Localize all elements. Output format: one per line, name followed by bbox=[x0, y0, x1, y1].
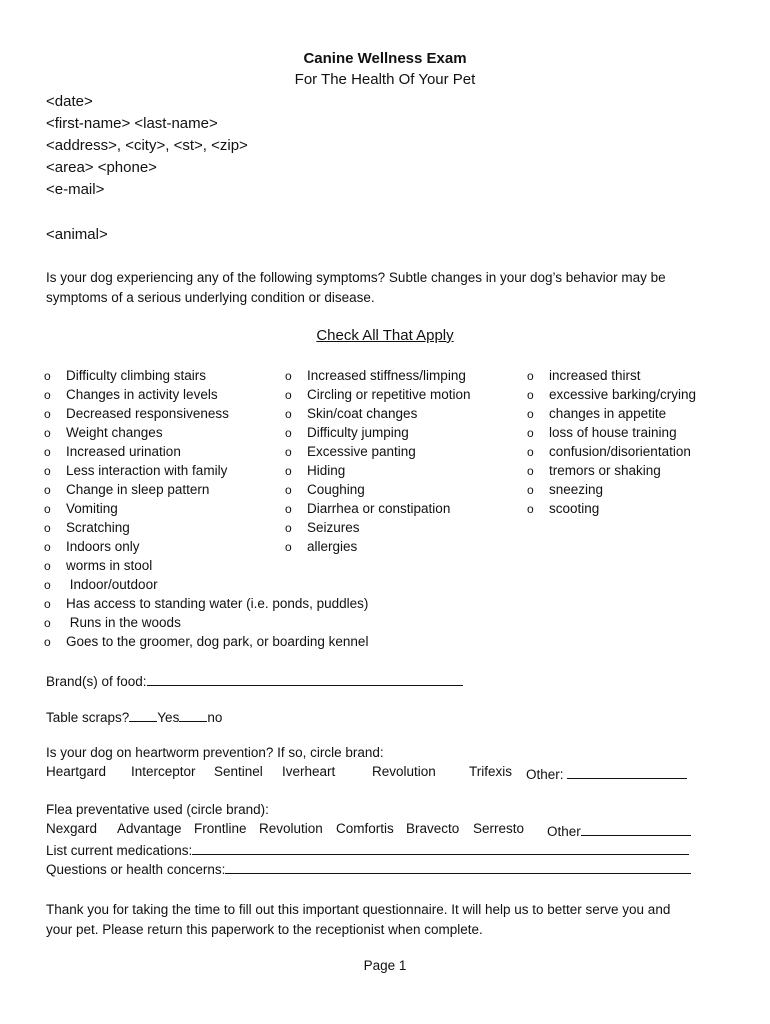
heartworm-question: Is your dog on heartworm prevention? If so, circle brand: bbox=[46, 745, 384, 760]
circle-checkbox-icon[interactable]: o bbox=[44, 559, 51, 573]
symptom-option[interactable] bbox=[527, 366, 696, 385]
circle-checkbox-icon[interactable]: o bbox=[527, 388, 534, 402]
circle-checkbox-icon[interactable]: o bbox=[44, 616, 51, 630]
circle-checkbox-icon[interactable]: o bbox=[44, 521, 51, 535]
food-input-line[interactable] bbox=[147, 671, 463, 686]
symptom-label: Less interaction with family bbox=[66, 463, 228, 478]
page-title: Canine Wellness Exam bbox=[303, 50, 467, 67]
circle-checkbox-icon[interactable]: o bbox=[527, 445, 534, 459]
symptom-column-2 bbox=[285, 366, 471, 556]
symptom-option[interactable] bbox=[44, 613, 368, 632]
symptom-label: Excessive panting bbox=[307, 444, 416, 459]
symptom-label: worms in stool bbox=[66, 558, 153, 573]
circle-checkbox-icon[interactable]: o bbox=[44, 540, 51, 554]
circle-checkbox-icon[interactable]: o bbox=[44, 369, 51, 383]
symptom-label: loss of house training bbox=[549, 425, 677, 440]
symptom-label: scooting bbox=[549, 501, 600, 516]
circle-checkbox-icon[interactable]: o bbox=[285, 483, 292, 497]
flea-brand[interactable]: Nexgard bbox=[46, 821, 98, 836]
circle-checkbox-icon[interactable]: o bbox=[285, 388, 292, 402]
flea-other-input-line[interactable] bbox=[581, 821, 691, 836]
heartworm-other bbox=[526, 764, 687, 782]
page-number: Page 1 bbox=[363, 958, 407, 973]
symptom-option[interactable] bbox=[527, 423, 696, 442]
symptom-option[interactable] bbox=[285, 385, 471, 404]
symptom-option[interactable] bbox=[44, 632, 368, 651]
circle-checkbox-icon[interactable]: o bbox=[44, 483, 51, 497]
symptom-label: tremors or shaking bbox=[549, 463, 661, 478]
concerns-line bbox=[46, 859, 691, 877]
symptom-label: Has access to standing water (i.e. ponds, puddles) bbox=[66, 596, 369, 611]
scraps-line bbox=[46, 707, 222, 725]
symptom-option[interactable] bbox=[44, 594, 368, 613]
circle-checkbox-icon[interactable]: o bbox=[285, 445, 292, 459]
symptom-label: increased thirst bbox=[549, 368, 641, 383]
circle-checkbox-icon[interactable]: o bbox=[285, 369, 292, 383]
flea-brand[interactable]: Bravecto bbox=[406, 821, 460, 836]
symptom-label: Changes in activity levels bbox=[66, 387, 218, 402]
scraps-no: no bbox=[207, 710, 223, 725]
medications-input-line[interactable] bbox=[192, 840, 689, 855]
heartworm-brand[interactable]: Interceptor bbox=[131, 764, 196, 779]
symptom-label: confusion/disorientation bbox=[549, 444, 691, 459]
symptom-label: Increased urination bbox=[66, 444, 181, 459]
symptom-label: Weight changes bbox=[66, 425, 163, 440]
symptom-label: Indoor/outdoor bbox=[66, 577, 158, 592]
symptom-label: Goes to the groomer, dog park, or boarding kennel bbox=[66, 634, 369, 649]
symptom-option[interactable] bbox=[527, 404, 696, 423]
intro-line-1: Is your dog experiencing any of the following symptoms? Subtle changes in your dog’s behavior may be bbox=[46, 270, 666, 285]
heartworm-other-input-line[interactable] bbox=[567, 764, 687, 779]
circle-checkbox-icon[interactable]: o bbox=[44, 388, 51, 402]
flea-brand[interactable]: Comfortis bbox=[336, 821, 394, 836]
email-field: <e-mail> bbox=[46, 181, 105, 198]
flea-other bbox=[547, 821, 691, 839]
heartworm-brand[interactable]: Revolution bbox=[372, 764, 436, 779]
heartworm-other-label: Other: bbox=[526, 767, 564, 782]
symptom-label: sneezing bbox=[549, 482, 604, 497]
symptom-option[interactable] bbox=[285, 537, 471, 556]
scraps-no-blank[interactable] bbox=[179, 707, 207, 722]
circle-checkbox-icon[interactable]: o bbox=[285, 426, 292, 440]
circle-checkbox-icon[interactable]: o bbox=[285, 540, 292, 554]
symptom-option[interactable] bbox=[285, 518, 471, 537]
address-field: <address>, <city>, <st>, <zip> bbox=[46, 137, 248, 154]
circle-checkbox-icon[interactable]: o bbox=[285, 407, 292, 421]
symptom-label: Change in sleep pattern bbox=[66, 482, 210, 497]
circle-checkbox-icon[interactable]: o bbox=[527, 502, 534, 516]
circle-checkbox-icon[interactable]: o bbox=[44, 464, 51, 478]
scraps-yes: Yes bbox=[157, 710, 180, 725]
circle-checkbox-icon[interactable]: o bbox=[44, 597, 51, 611]
circle-checkbox-icon[interactable]: o bbox=[527, 464, 534, 478]
concerns-input-line[interactable] bbox=[225, 859, 691, 874]
symptom-option[interactable] bbox=[285, 480, 471, 499]
circle-checkbox-icon[interactable]: o bbox=[44, 445, 51, 459]
symptom-label: Coughing bbox=[307, 482, 365, 497]
page-subtitle: For The Health Of Your Pet bbox=[294, 71, 476, 88]
symptom-option[interactable] bbox=[285, 404, 471, 423]
symptom-label: changes in appetite bbox=[549, 406, 667, 421]
symptom-label: Skin/coat changes bbox=[307, 406, 418, 421]
symptom-label: Decreased responsiveness bbox=[66, 406, 229, 421]
concerns-label: Questions or health concerns: bbox=[46, 862, 226, 877]
circle-checkbox-icon[interactable]: o bbox=[44, 502, 51, 516]
symptom-option[interactable] bbox=[285, 366, 471, 385]
symptom-label: Diarrhea or constipation bbox=[307, 501, 451, 516]
name-field: <first-name> <last-name> bbox=[46, 115, 218, 132]
symptom-label: Seizures bbox=[307, 520, 360, 535]
circle-checkbox-icon[interactable]: o bbox=[44, 426, 51, 440]
symptom-option[interactable] bbox=[527, 461, 696, 480]
symptom-option[interactable] bbox=[527, 385, 696, 404]
symptom-label: Vomiting bbox=[66, 501, 118, 516]
intro-line-2: symptoms of a serious underlying condition or disease. bbox=[46, 290, 375, 305]
food-line bbox=[46, 671, 463, 689]
symptom-option[interactable] bbox=[285, 499, 471, 518]
symptom-label: Hiding bbox=[307, 463, 346, 478]
symptom-option[interactable] bbox=[527, 480, 696, 499]
closing-line-2: your pet. Please return this paperwork to the receptionist when complete. bbox=[46, 922, 483, 937]
circle-checkbox-icon[interactable]: o bbox=[285, 521, 292, 535]
symptom-option[interactable] bbox=[44, 556, 368, 575]
closing-line-1: Thank you for taking the time to fill out this important questionnaire. It will help us to better serve you and bbox=[46, 902, 671, 917]
symptom-label: excessive barking/crying bbox=[549, 387, 697, 402]
medications-label: List current medications: bbox=[46, 843, 193, 858]
circle-checkbox-icon[interactable]: o bbox=[527, 369, 534, 383]
circle-checkbox-icon[interactable]: o bbox=[285, 464, 292, 478]
circle-checkbox-icon[interactable]: o bbox=[44, 578, 51, 592]
circle-checkbox-icon[interactable]: o bbox=[527, 407, 534, 421]
medications-line bbox=[46, 840, 689, 858]
food-label: Brand(s) of food: bbox=[46, 674, 147, 689]
symptom-option[interactable] bbox=[285, 423, 471, 442]
symptom-label: Difficulty jumping bbox=[307, 425, 409, 440]
heartworm-brand[interactable]: Sentinel bbox=[214, 764, 263, 779]
symptom-label: Scratching bbox=[66, 520, 130, 535]
symptom-label: Circling or repetitive motion bbox=[307, 387, 471, 402]
flea-brand[interactable]: Serresto bbox=[473, 821, 525, 836]
symptom-option[interactable] bbox=[44, 575, 368, 594]
symptom-option[interactable] bbox=[527, 499, 696, 518]
flea-brand[interactable]: Revolution bbox=[259, 821, 323, 836]
scraps-yes-blank[interactable] bbox=[129, 707, 157, 722]
symptom-option[interactable] bbox=[285, 461, 471, 480]
scraps-label: Table scraps? bbox=[46, 710, 130, 725]
symptom-label: Runs in the woods bbox=[66, 615, 181, 630]
heartworm-brand[interactable]: Trifexis bbox=[469, 764, 512, 779]
symptom-column-3 bbox=[527, 366, 696, 518]
symptom-label: Indoors only bbox=[66, 539, 140, 554]
flea-other-label: Other bbox=[547, 824, 581, 839]
heartworm-brand[interactable]: Iverheart bbox=[282, 764, 336, 779]
phone-field: <area> <phone> bbox=[46, 159, 157, 176]
circle-checkbox-icon[interactable]: o bbox=[44, 635, 51, 649]
animal-field: <animal> bbox=[46, 226, 108, 243]
circle-checkbox-icon[interactable]: o bbox=[285, 502, 292, 516]
circle-checkbox-icon[interactable]: o bbox=[527, 426, 534, 440]
flea-question: Flea preventative used (circle brand): bbox=[46, 802, 269, 817]
flea-brand[interactable]: Frontline bbox=[194, 821, 247, 836]
circle-checkbox-icon[interactable]: o bbox=[44, 407, 51, 421]
symptom-option[interactable] bbox=[285, 442, 471, 461]
date-field: <date> bbox=[46, 93, 93, 110]
symptom-option[interactable] bbox=[527, 442, 696, 461]
symptom-label: allergies bbox=[307, 539, 358, 554]
symptom-label: Difficulty climbing stairs bbox=[66, 368, 207, 383]
symptom-label: Increased stiffness/limping bbox=[307, 368, 466, 383]
heartworm-brand[interactable]: Heartgard bbox=[46, 764, 107, 779]
circle-checkbox-icon[interactable]: o bbox=[527, 483, 534, 497]
checklist-heading: Check All That Apply bbox=[316, 327, 454, 344]
flea-brand[interactable]: Advantage bbox=[117, 821, 182, 836]
